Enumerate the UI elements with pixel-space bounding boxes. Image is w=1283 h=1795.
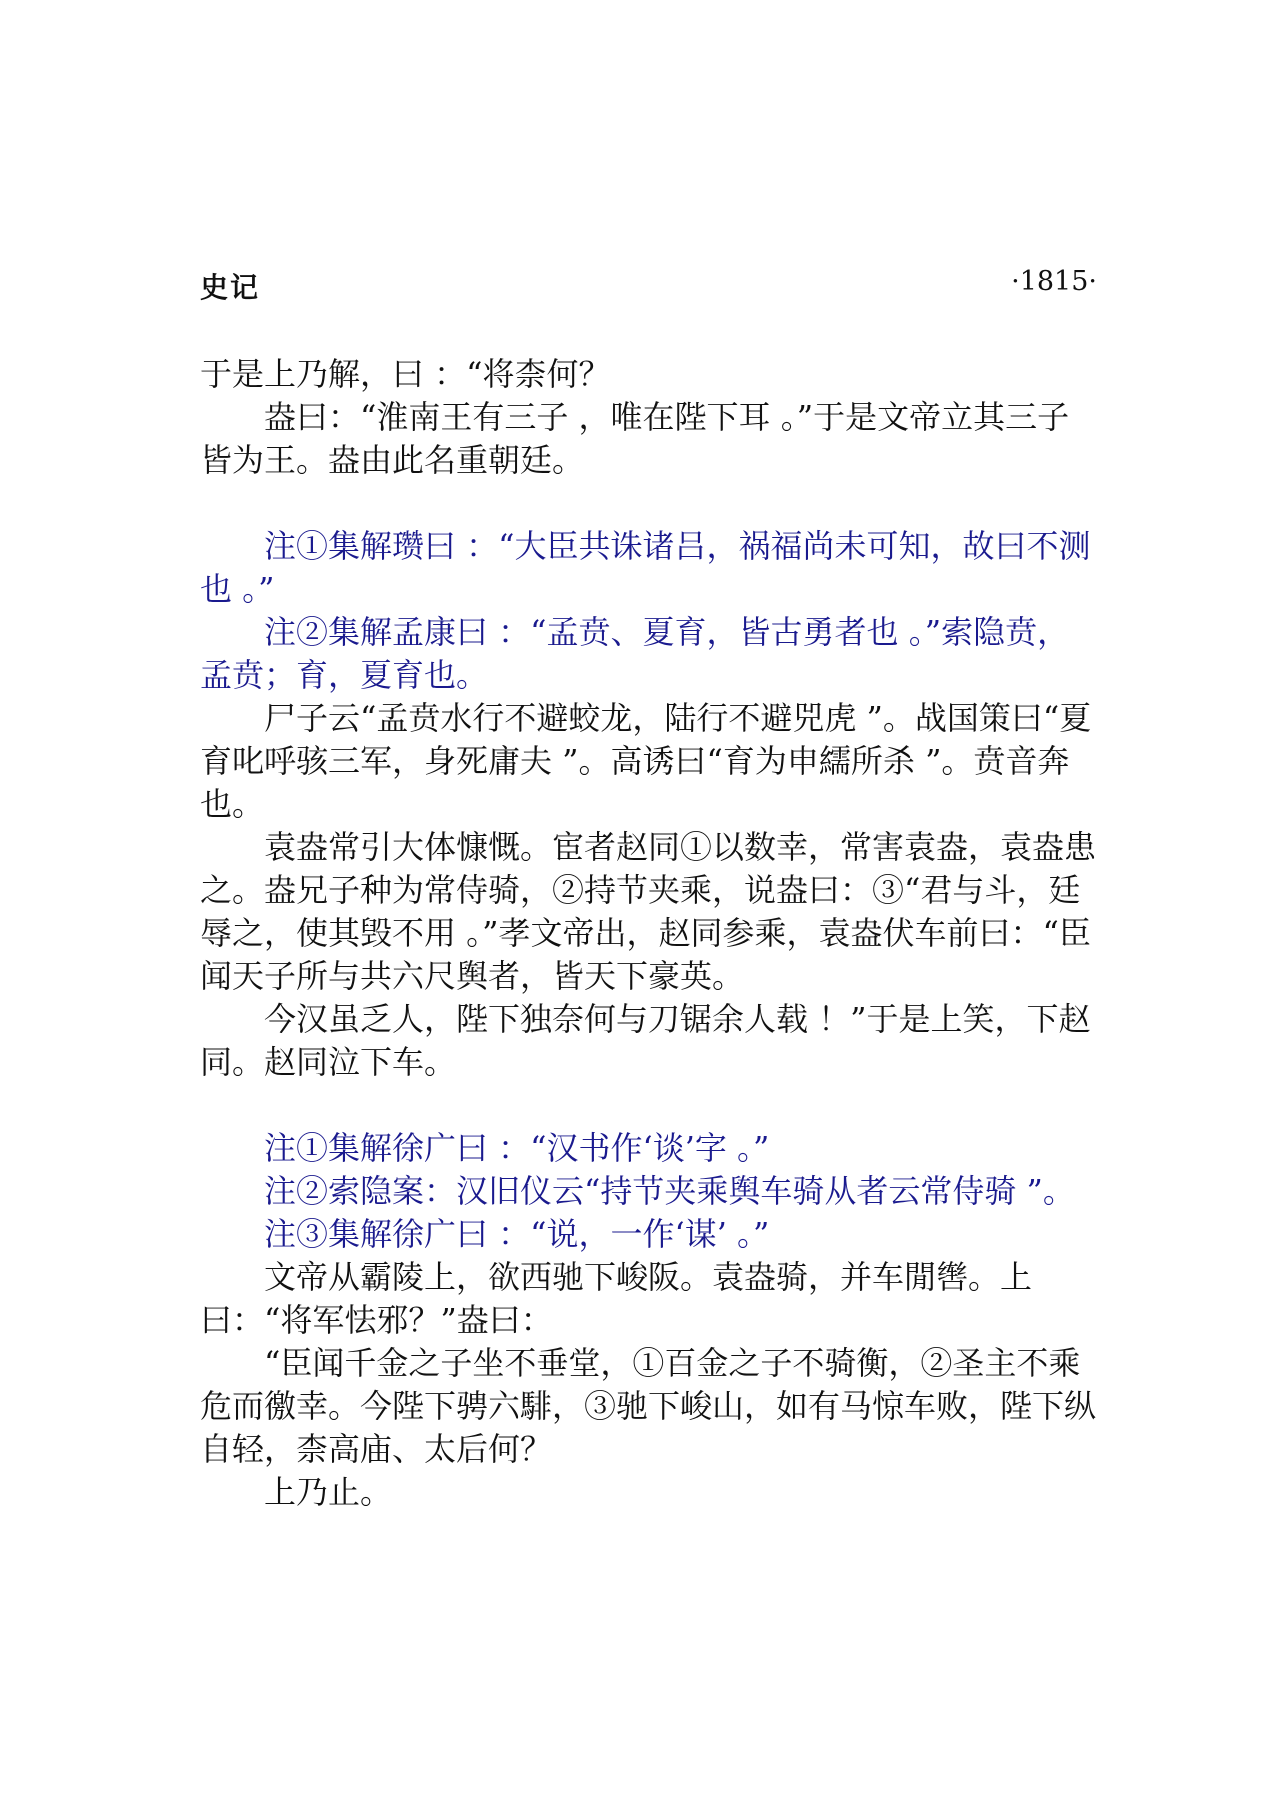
annotation-note: 注①集解瓒曰 ：“大臣共诛诸吕，祸福尚未可知，故曰不测也 。” bbox=[200, 527, 1091, 608]
page-number: ·1815· bbox=[1011, 266, 1097, 297]
paragraph: 文帝从霸陵上，欲西驰下峻阪。袁盎骑，并车閒辔。上曰：“将军怯邪？”盎曰： bbox=[200, 1258, 1033, 1339]
page-body bbox=[200, 353, 1100, 1514]
paragraph-gap bbox=[200, 1084, 1100, 1127]
paragraph: 袁盎常引大体慷慨。宦者赵同①以数幸，常害袁盎，袁盎患之。盎兄子种为常侍骑，②持节夹乘，说盎曰：③“君与斗，廷辱之，使其毁不用 。”孝文帝出，赵同参乘，袁盎伏车前曰：“臣闻天子所与共六尺舆者，皆天下豪英。 bbox=[200, 828, 1097, 995]
paragraph: 尸子云“孟贲水行不避蛟龙，陆行不避兕虎 ”。战国策曰“夏育叱呼骇三军，身死庸夫 ”。高诱曰“育为申繻所杀 ”。贲音奔也。 bbox=[200, 699, 1092, 823]
annotation-note: 注①集解徐广曰 ：“汉书作‘谈’字 。” bbox=[264, 1129, 770, 1167]
paragraph: 于是上乃解，曰 ：“将柰何？ bbox=[200, 355, 611, 393]
paragraph-gap bbox=[200, 482, 1100, 525]
book-title: 史记 bbox=[200, 271, 261, 304]
annotation-note: 注②索隐案：汉旧仪云“持节夹乘舆车骑从者云常侍骑 ”。 bbox=[264, 1172, 1075, 1210]
paragraph: 上乃止。 bbox=[264, 1473, 393, 1511]
paragraph: 盎曰：“淮南王有三子 ，唯在陛下耳 。”于是文帝立其三子皆为王。盎由此名重朝廷。 bbox=[200, 398, 1070, 479]
annotation-note: 注②集解孟康曰 ：“孟贲、夏育，皆古勇者也 。”索隐贲，孟贲；育，夏育也。 bbox=[200, 613, 1070, 694]
paragraph: “臣闻千金之子坐不垂堂，①百金之子不骑衡，②圣主不乘危而徼幸。今陛下骋六騑，③驰下峻山，如有马惊车败，陛下纵自轻，柰高庙、太后何？ bbox=[200, 1344, 1097, 1468]
paragraph: 今汉虽乏人，陛下独奈何与刀锯余人载 ！”于是上笑，下赵同。赵同泣下车。 bbox=[200, 1000, 1091, 1081]
annotation-note: 注③集解徐广曰 ：“说，一作‘谋’ 。” bbox=[264, 1215, 770, 1253]
